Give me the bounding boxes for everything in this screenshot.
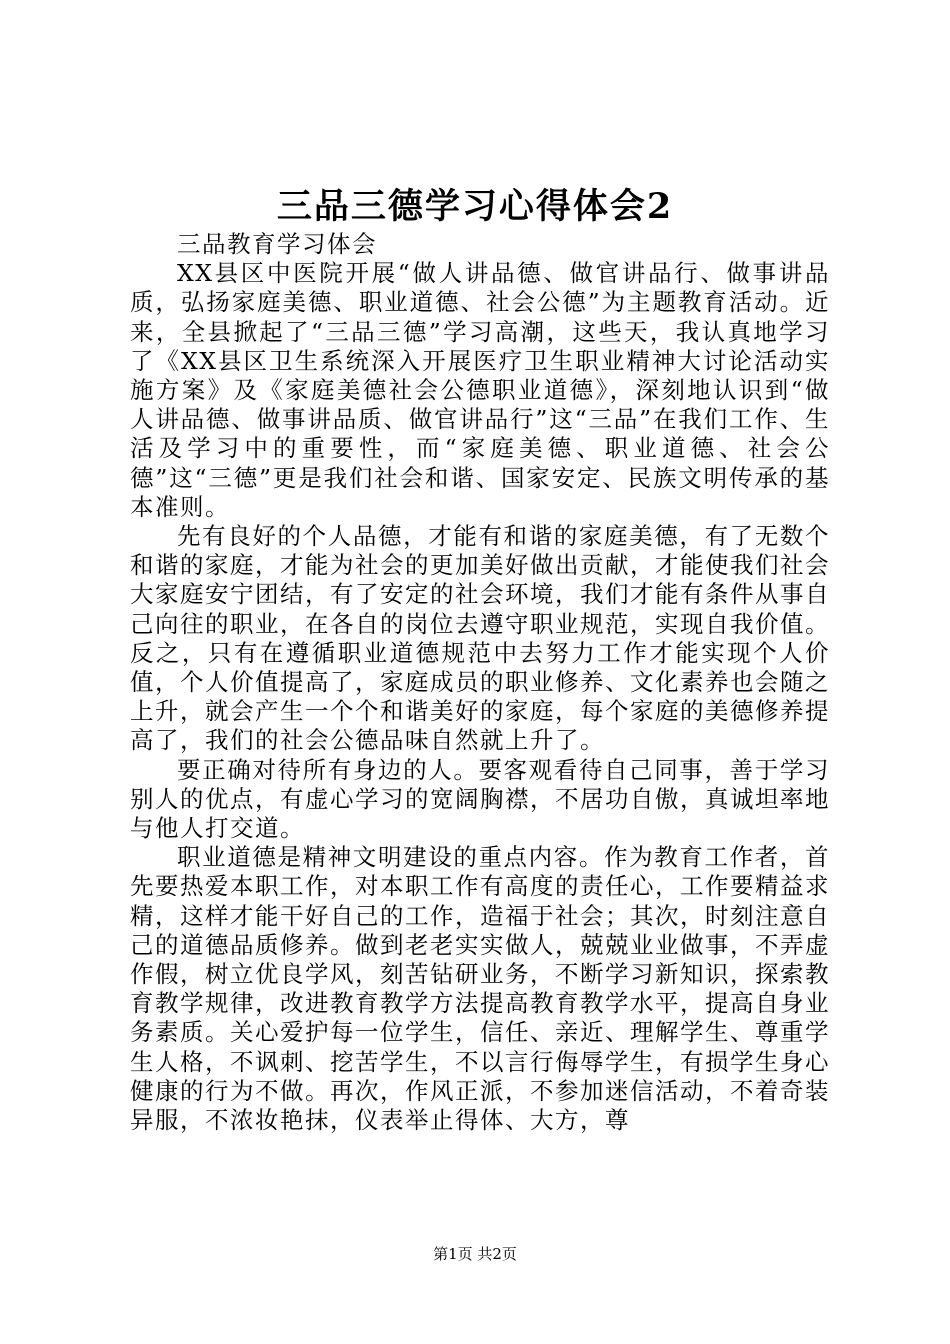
paragraph: XX县区中医院开展“做人讲品德、做官讲品行、做事讲品质，弘扬家庭美德、职业道德、社会公德”为主题教育活动。近来，全县掀起了“三品三德”学习高潮，这些天，我认真地学习了《XX县区卫生系统深入开展医疗卫生职业精神大讨论活动实施方案》及《家庭美德社会公德职业道德》，深刻地认识到“做人讲品德、做事讲品质、做官讲品行”这“三品”在我们工作、生活及学习中的重要性，而“家庭美德、职业道德、社会公德”这“三德”更是我们社会和谐、国家安定、民族文明传承的基本准则。	[130, 259, 830, 521]
document-title: 三品三德学习心得体会2	[276, 186, 674, 227]
document-body	[130, 230, 830, 1135]
paragraph: 要正确对待所有身边的人。要客观看待自己同事，善于学习别人的优点，有虚心学习的宽阔胸襟，不居功自傲，真诚坦率地与他人打交道。	[130, 755, 830, 843]
paragraph: 职业道德是精神文明建设的重点内容。作为教育工作者，首先要热爱本职工作，对本职工作有高度的责任心，工作要精益求精，这样才能干好自己的工作，造福于社会；其次，时刻注意自己的道德品质修养。做到老老实实做人，兢兢业业做事，不弄虚作假，树立优良学风，刻苦钻研业务，不断学习新知识，探索教育教学规律，改进教育教学方法提高教育教学水平，提高自身业务素质。关心爱护每一位学生，信任、亲近、理解学生、尊重学生人格，不讽刺、挖苦学生，不以言行侮辱学生，有损学生身心健康的行为不做。再次，作风正派，不参加迷信活动，不着奇装异服，不浓妆艳抹，仪表举止得体、大方，尊	[130, 843, 830, 1135]
document-subtitle: 三品教育学习体会	[177, 230, 377, 258]
page-number-footer: 第1页 共2页	[433, 1245, 517, 1263]
paragraph: 先有良好的个人品德，才能有和谐的家庭美德，有了无数个和谐的家庭，才能为社会的更加美好做出贡献，才能使我们社会大家庭安宁团结，有了安定的社会环境，我们才能有条件从事自己向往的职业，在各自的岗位去遵守职业规范，实现自我价值。反之，只有在遵循职业道德规范中去努力工作才能实现个人价值，个人价值提高了，家庭成员的职业修养、文化素养也会随之上升，就会产生一个个和谐美好的家庭，每个家庭的美德修养提高了，我们的社会公德品味自然就上升了。	[130, 522, 830, 755]
